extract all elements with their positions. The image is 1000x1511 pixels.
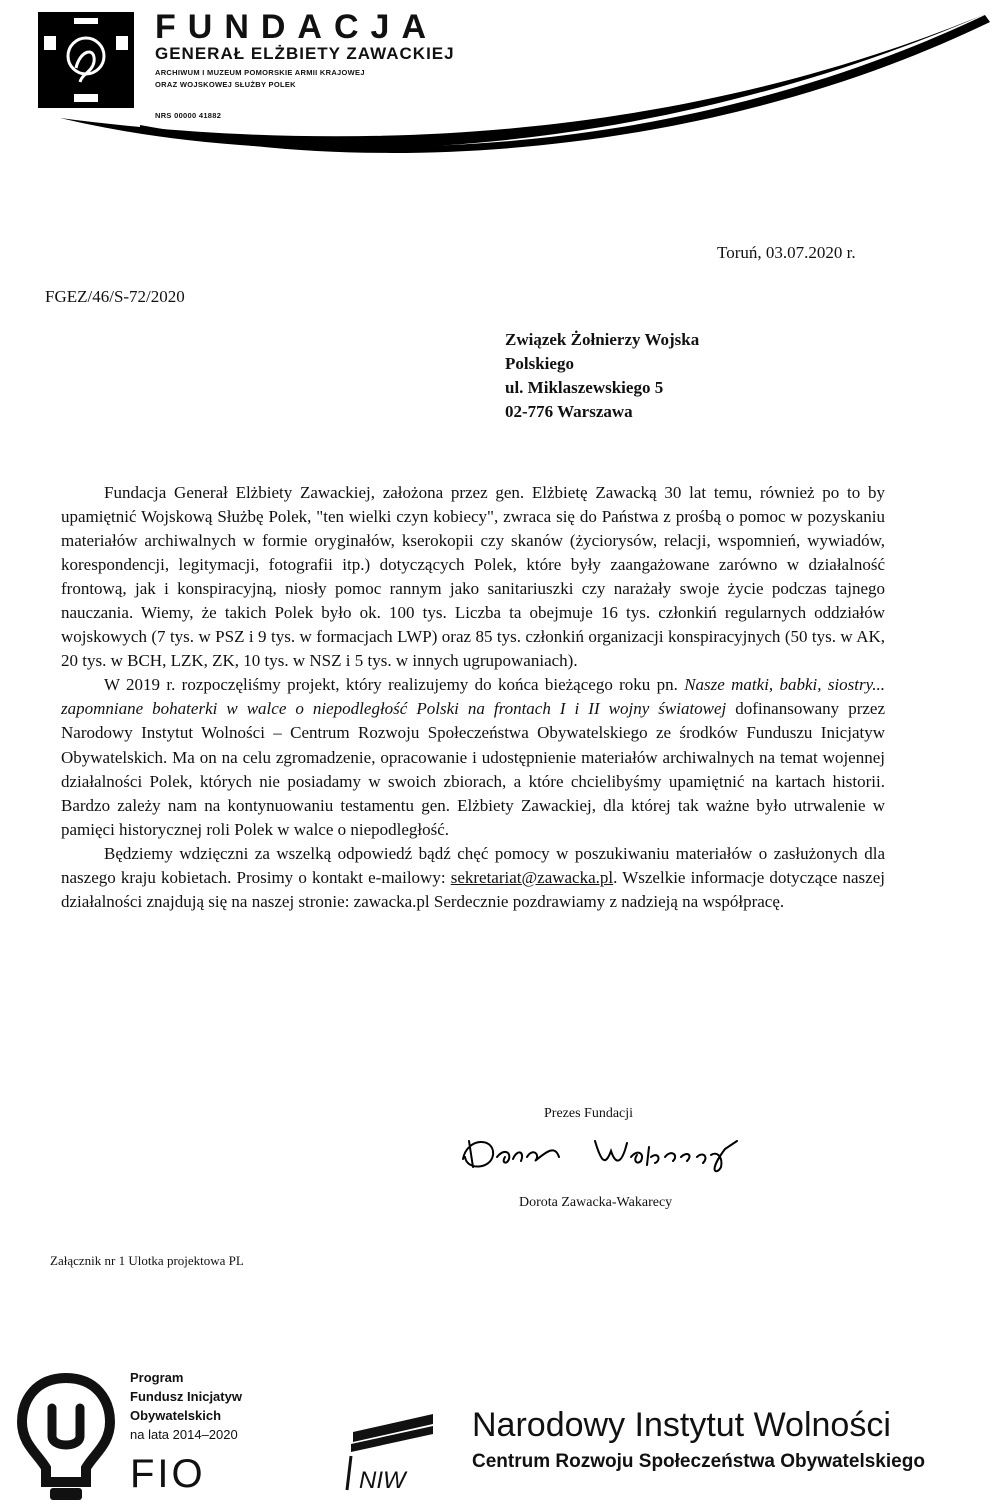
foundation-registry-number: NRS 00000 41882 bbox=[155, 111, 222, 120]
paragraph-text: Będziemy wdzięczni za wszelką odpowiedź bądź chęć pomocy w poszukiwaniu materiałów o zasłużonych dla naszego kraju kobietach. Prosimy o kontakt e-mailowy: bbox=[61, 843, 885, 887]
letterhead-swoosh-graphic bbox=[0, 0, 1000, 190]
foundation-title: FUNDACJA bbox=[155, 8, 438, 46]
fio-line: Fundusz Inicjatyw bbox=[130, 1389, 242, 1404]
recipient-line: 02-776 Warszawa bbox=[505, 402, 633, 421]
niw-title: Narodowy Instytut Wolności bbox=[472, 1406, 891, 1444]
fio-line: Program bbox=[130, 1370, 184, 1385]
paragraph-text: . Wszelkie informacje dotyczące naszej działalności znajdują się na naszej stronie: zawacka.pl Serdecznie pozdrawiamy z nadzieją na współpracę. bbox=[61, 867, 885, 911]
letterhead bbox=[0, 0, 1000, 190]
recipient-line: Związek Żołnierzy Wojska bbox=[505, 330, 700, 349]
project-title: Nasze matki, babki, siostry... zapomniane bohaterki w walce o niepodległość Polski na frontach I i II wojny światowej bbox=[61, 675, 885, 719]
fio-line: Obywatelskich bbox=[130, 1408, 222, 1423]
foundation-name: GENERAŁ ELŻBIETY ZAWACKIEJ bbox=[155, 44, 455, 63]
fio-program-text bbox=[130, 1368, 242, 1444]
foundation-subtitle-line1: ARCHIWUM I MUZEUM POMORSKIE ARMII KRAJOWEJ bbox=[155, 68, 365, 77]
attachment-note: Załącznik nr 1 Ulotka projektowa PL bbox=[50, 1253, 244, 1268]
handwritten-signature bbox=[455, 1127, 745, 1177]
signer-name: Dorota Zawacka-Wakarecy bbox=[519, 1195, 673, 1210]
email-link[interactable]: sekretariat@zawacka.pl bbox=[450, 867, 614, 887]
letter-body bbox=[61, 481, 885, 914]
recipient-address bbox=[505, 328, 699, 424]
paragraph: Fundacja Generał Elżbiety Zawackiej, założona przez gen. Elżbietę Zawacką 30 lat temu, również po to by upamiętnić Wojskową Służbę Polek, "ten wielki czyn kobiecy", zwraca się do Państwa z prośbą o pomoc w pozyskaniu materiałów archiwalnych w formie oryginałów, kserokopii czy skanów (życiorysów, relacji, wspomnień, wywiadów, korespondencji, legitymacji, fotografii itp.) dotyczących Polek, które były zaangażowane zarówno w działalność frontową, jak i konspiracyjną, niosły pomoc rannym jako sanitariuszki czy narażały swoje życie podczas tajnego nauczania. Wiemy, że takich Polek było ok. 100 tys. Liczba ta obejmuje 16 tys. członkiń regularnych oddziałów wojskowych (7 tys. w PSZ i 9 tys. w formacjach LWP) oraz 85 tys. członkiń organizacji konspiracyjnych (50 tys. w AK, 20 tys. w BCH, LZK, ZK, 10 tys. w NSZ i 5 tys. w innych ugrupowaniach). bbox=[61, 483, 885, 671]
foundation-subtitle-line2: ORAZ WOJSKOWEJ SŁUŻBY POLEK bbox=[155, 80, 296, 89]
signer-title: Prezes Fundacji bbox=[544, 1106, 634, 1121]
paragraph-text: W 2019 r. rozpoczęliśmy projekt, który realizujemy do końca bieżącego roku pn. bbox=[104, 675, 685, 695]
paragraph-text: dofinansowany przez Narodowy Instytut Wolności – Centrum Rozwoju Społeczeństwa Obywatelskiego ze środków Funduszu Inicjatyw Obywatelskich. Ma on na celu zgromadzenie, opracowanie i udostępnienie materiałów archiwalnych na temat wojennej działalności Polek, których nie posiadamy w swoich zbiorach, a które chcielibyśmy upamiętnić na kartach historii. Bardzo zależy nam na kontynuowaniu testamentu gen. Elżbiety Zawackiej, dla której tak ważne było utrwalenie w pamięci historycznej roli Polek w walce o niepodległość. bbox=[61, 699, 885, 839]
niw-logo bbox=[345, 1412, 435, 1492]
recipient-line: Polskiego bbox=[505, 354, 574, 373]
fio-lightbulb-logo bbox=[16, 1370, 116, 1505]
paragraph bbox=[61, 673, 885, 841]
reference-number: FGEZ/46/S-72/2020 bbox=[45, 287, 185, 306]
niw-subtitle: Centrum Rozwoju Społeczeństwa Obywatelskiego bbox=[472, 1451, 925, 1472]
letter-date: Toruń, 03.07.2020 r. bbox=[717, 243, 856, 262]
foundation-logo bbox=[36, 10, 136, 110]
niw-abbreviation: NIW bbox=[359, 1467, 406, 1492]
recipient-line: ul. Miklaszewskiego 5 bbox=[505, 378, 664, 397]
paragraph bbox=[61, 842, 885, 914]
fio-years: na lata 2014–2020 bbox=[130, 1427, 238, 1442]
fio-abbreviation: FIO bbox=[130, 1452, 206, 1496]
